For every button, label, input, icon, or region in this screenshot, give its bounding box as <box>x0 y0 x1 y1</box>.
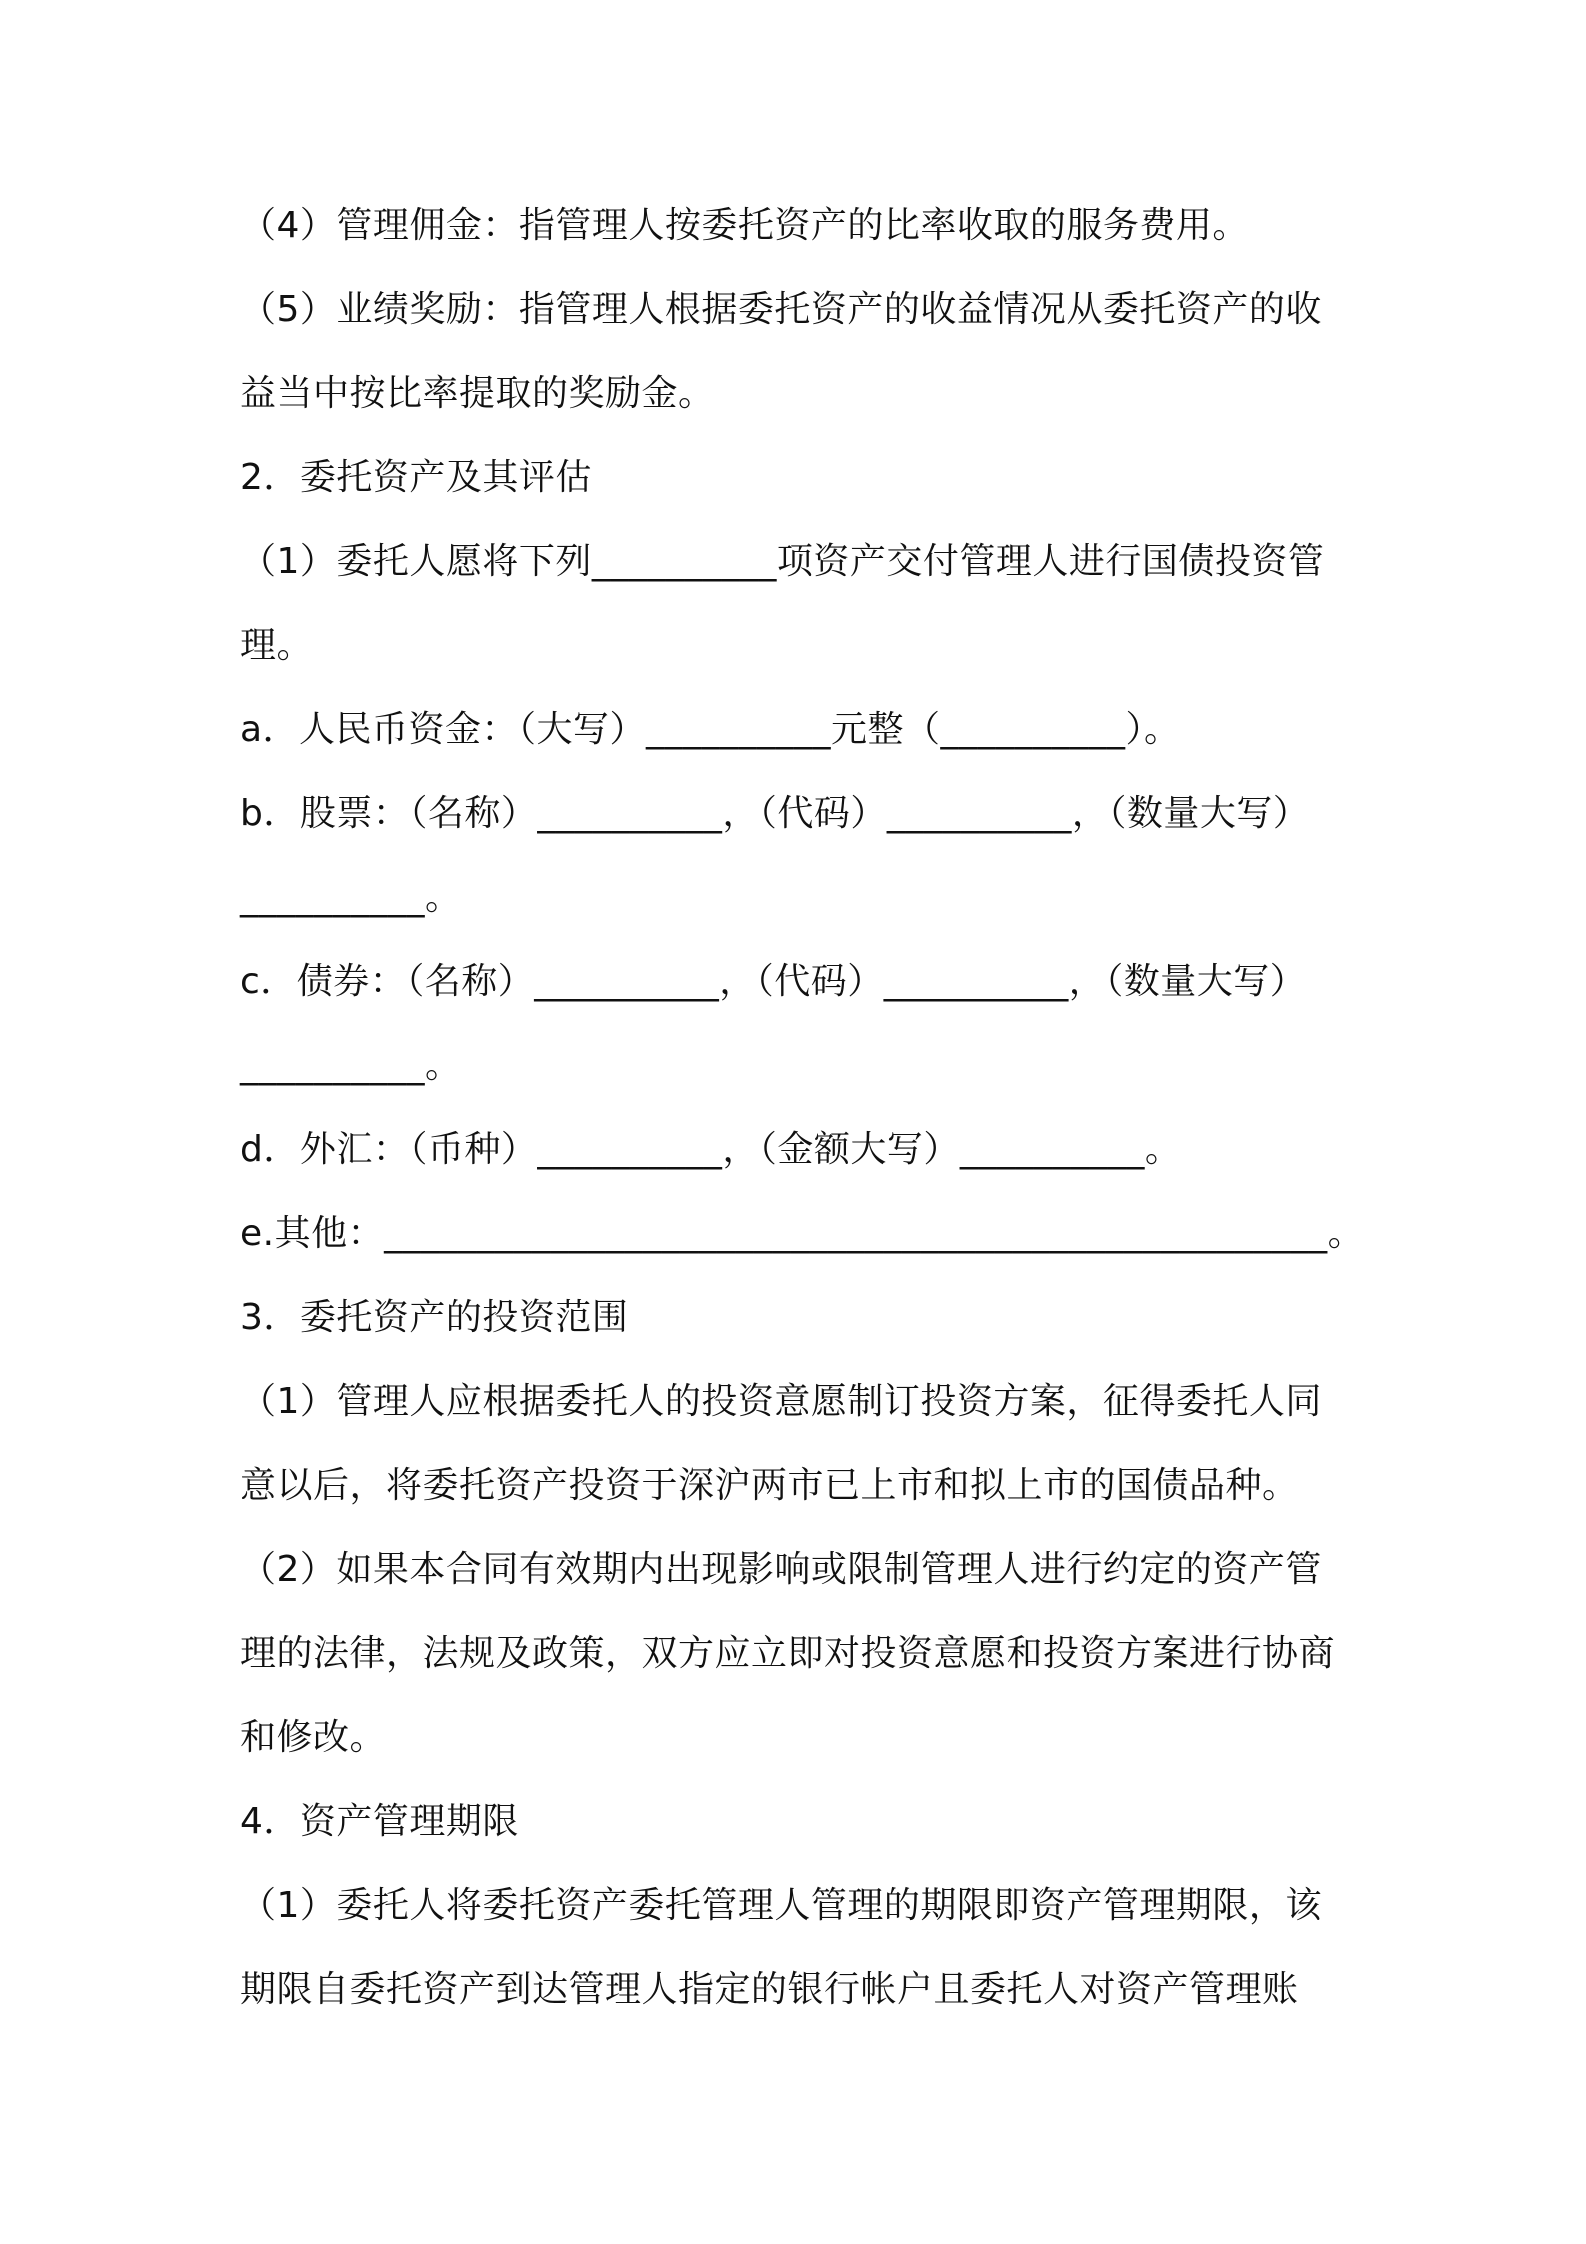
section-2-heading: 2．委托资产及其评估 <box>240 457 592 498</box>
item-d-foreign-exchange: d．外汇：（币种）__________，（金额大写）__________。 <box>240 1129 1182 1170</box>
clause-4-1-continuation: 期限自委托资产到达管理人指定的银行帐户且委托人对资产管理账 <box>240 1969 1299 2010</box>
clause-4-2-5-performance-bonus: （5）业绩奖励：指管理人根据委托资产的收益情况从委托资产的收 <box>240 289 1322 330</box>
item-b-stocks: b．股票：（名称）__________，（代码）__________，（数量大写） <box>240 793 1310 834</box>
clause-4-2-5-continuation: 益当中按比率提取的奖励金。 <box>240 373 715 414</box>
section-3-heading: 3．委托资产的投资范围 <box>240 1297 629 1338</box>
clause-3-2-text: （2）如果本合同有效期内出现影响或限制管理人进行约定的资产管 <box>240 1549 1322 1590</box>
clause-3-2-continuation-2: 和修改。 <box>240 1717 387 1758</box>
item-a-rmb-funds: a．人民币资金：（大写）__________元整（__________）。 <box>240 709 1181 750</box>
clause-2-1-text: （1）委托人愿将下列__________项资产交付管理人进行国债投资管 <box>240 541 1325 582</box>
clause-4-1-text: （1）委托人将委托资产委托管理人管理的期限即资产管理期限，该 <box>240 1885 1322 1926</box>
item-c-bonds-continuation: __________。 <box>240 1045 462 1086</box>
item-b-stocks-continuation: __________。 <box>240 877 462 918</box>
clause-2-1-continuation: 理。 <box>240 625 314 666</box>
section-4-heading: 4．资产管理期限 <box>240 1801 519 1842</box>
clause-3-1-text: （1）管理人应根据委托人的投资意愿制订投资方案，征得委托人同 <box>240 1381 1322 1422</box>
item-c-bonds: c．债券：（名称）__________，（代码）__________，（数量大写） <box>240 961 1307 1002</box>
clause-4-2-4-management-commission: （4）管理佣金：指管理人按委托资产的比率收取的服务费用。 <box>240 205 1249 246</box>
item-e-other: e.其他：___________________________________________________。 <box>240 1213 1365 1254</box>
clause-3-1-continuation: 意以后，将委托资产投资于深沪两市已上市和拟上市的国债品种。 <box>240 1465 1299 1506</box>
clause-3-2-continuation-1: 理的法律，法规及政策，双方应立即对投资意愿和投资方案进行协商 <box>240 1633 1336 1674</box>
